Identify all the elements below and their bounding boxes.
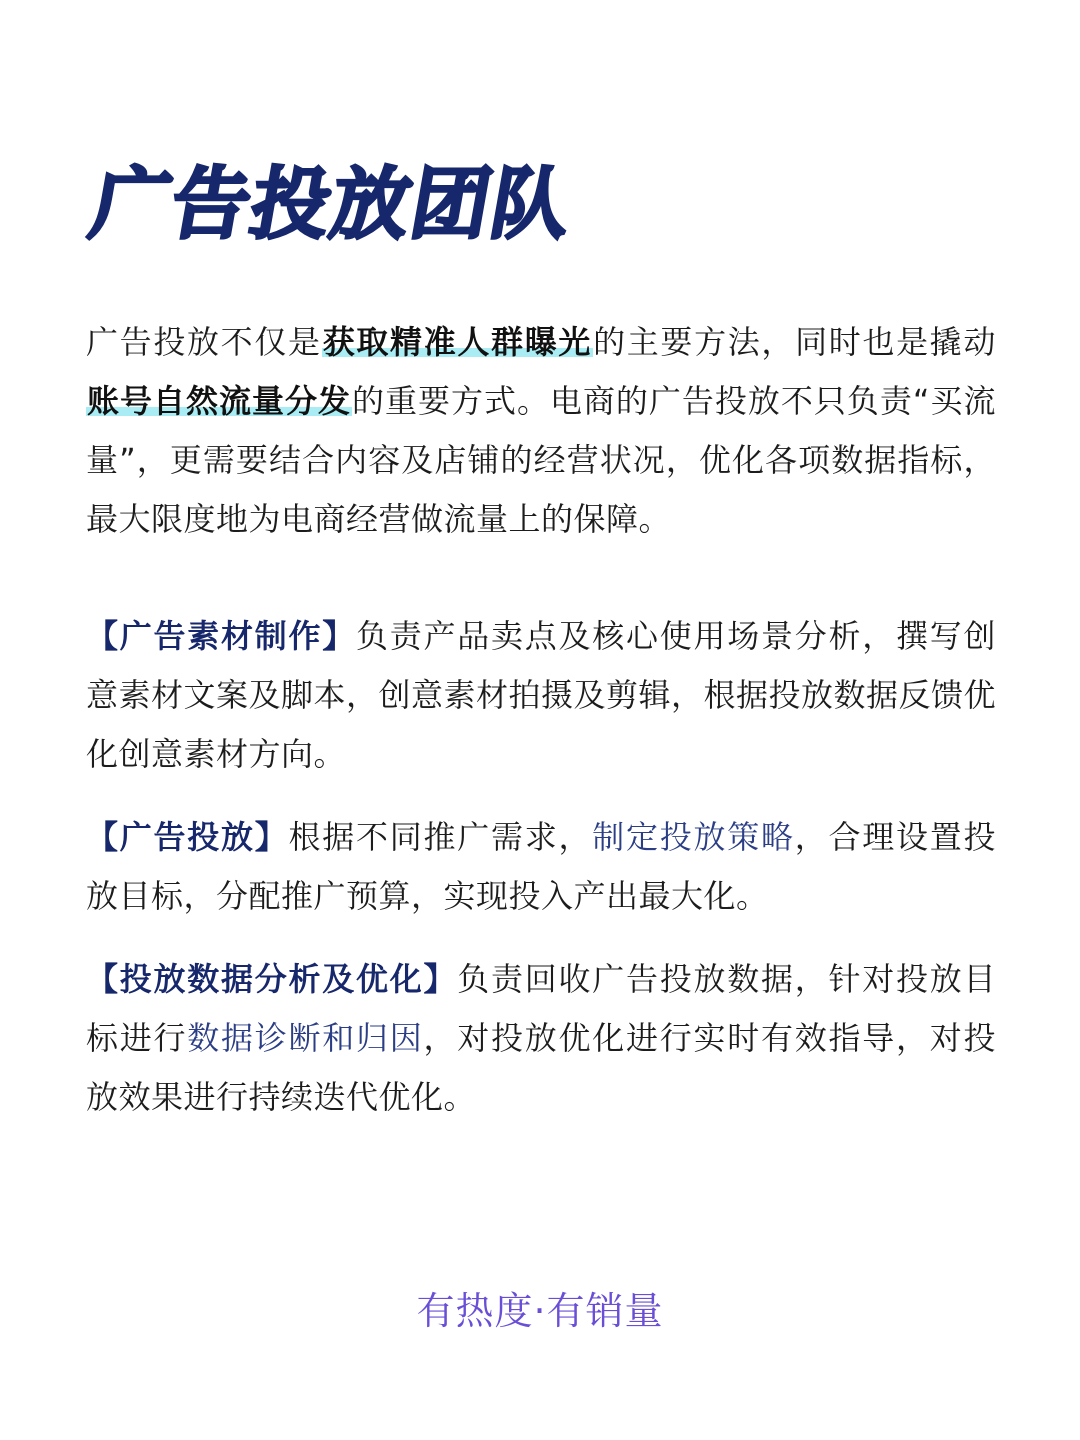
section-ad-placement (86, 808, 996, 926)
section-text: 负责产品卖点及核心使用场景分析，撰写创意素材文案及脚本，创意素材拍摄及剪辑，根据投放数据反馈优化创意素材方向。 (86, 617, 997, 773)
intro-highlight-2: 账号自然流量分发 (87, 382, 351, 420)
section-data-analysis (86, 950, 996, 1127)
intro-text-3: 的重要方式。电商的广告投放不只负责“买流量”，更需要结合内容及店铺的经营状况，优化各项数据指标，最大限度地为电商经营做流量上的保障。 (86, 382, 996, 538)
section-ad-creative (86, 607, 996, 784)
section-keyword: 制定投放策略 (592, 818, 795, 856)
section-tag: 【投放数据分析及优化】 (86, 960, 458, 998)
intro-paragraph (86, 313, 996, 549)
intro-highlight-1: 获取精准人群曝光 (322, 323, 593, 361)
intro-text-1: 广告投放不仅是 (86, 323, 322, 361)
section-text-2: ，合理设置投放目标，分配推广预算，实现投入产出最大化。 (86, 818, 996, 915)
section-text-2: ，对投放优化进行实时有效指导，对投放效果进行持续迭代优化。 (86, 1019, 996, 1116)
section-tag: 【广告投放】 (86, 818, 289, 856)
footer-slogan: 有热度·有销量 (416, 1289, 664, 1333)
section-text-1: 根据不同推广需求， (288, 818, 593, 856)
section-text-1: 负责回收广告投放数据，针对投放目标进行 (86, 960, 996, 1057)
intro-text-2: 的主要方法，同时也是撬动 (593, 323, 996, 361)
section-tag: 【广告素材制作】 (86, 617, 356, 655)
page-title: 广告投放团队 (84, 160, 580, 250)
section-keyword: 数据诊断和归因 (187, 1019, 424, 1057)
